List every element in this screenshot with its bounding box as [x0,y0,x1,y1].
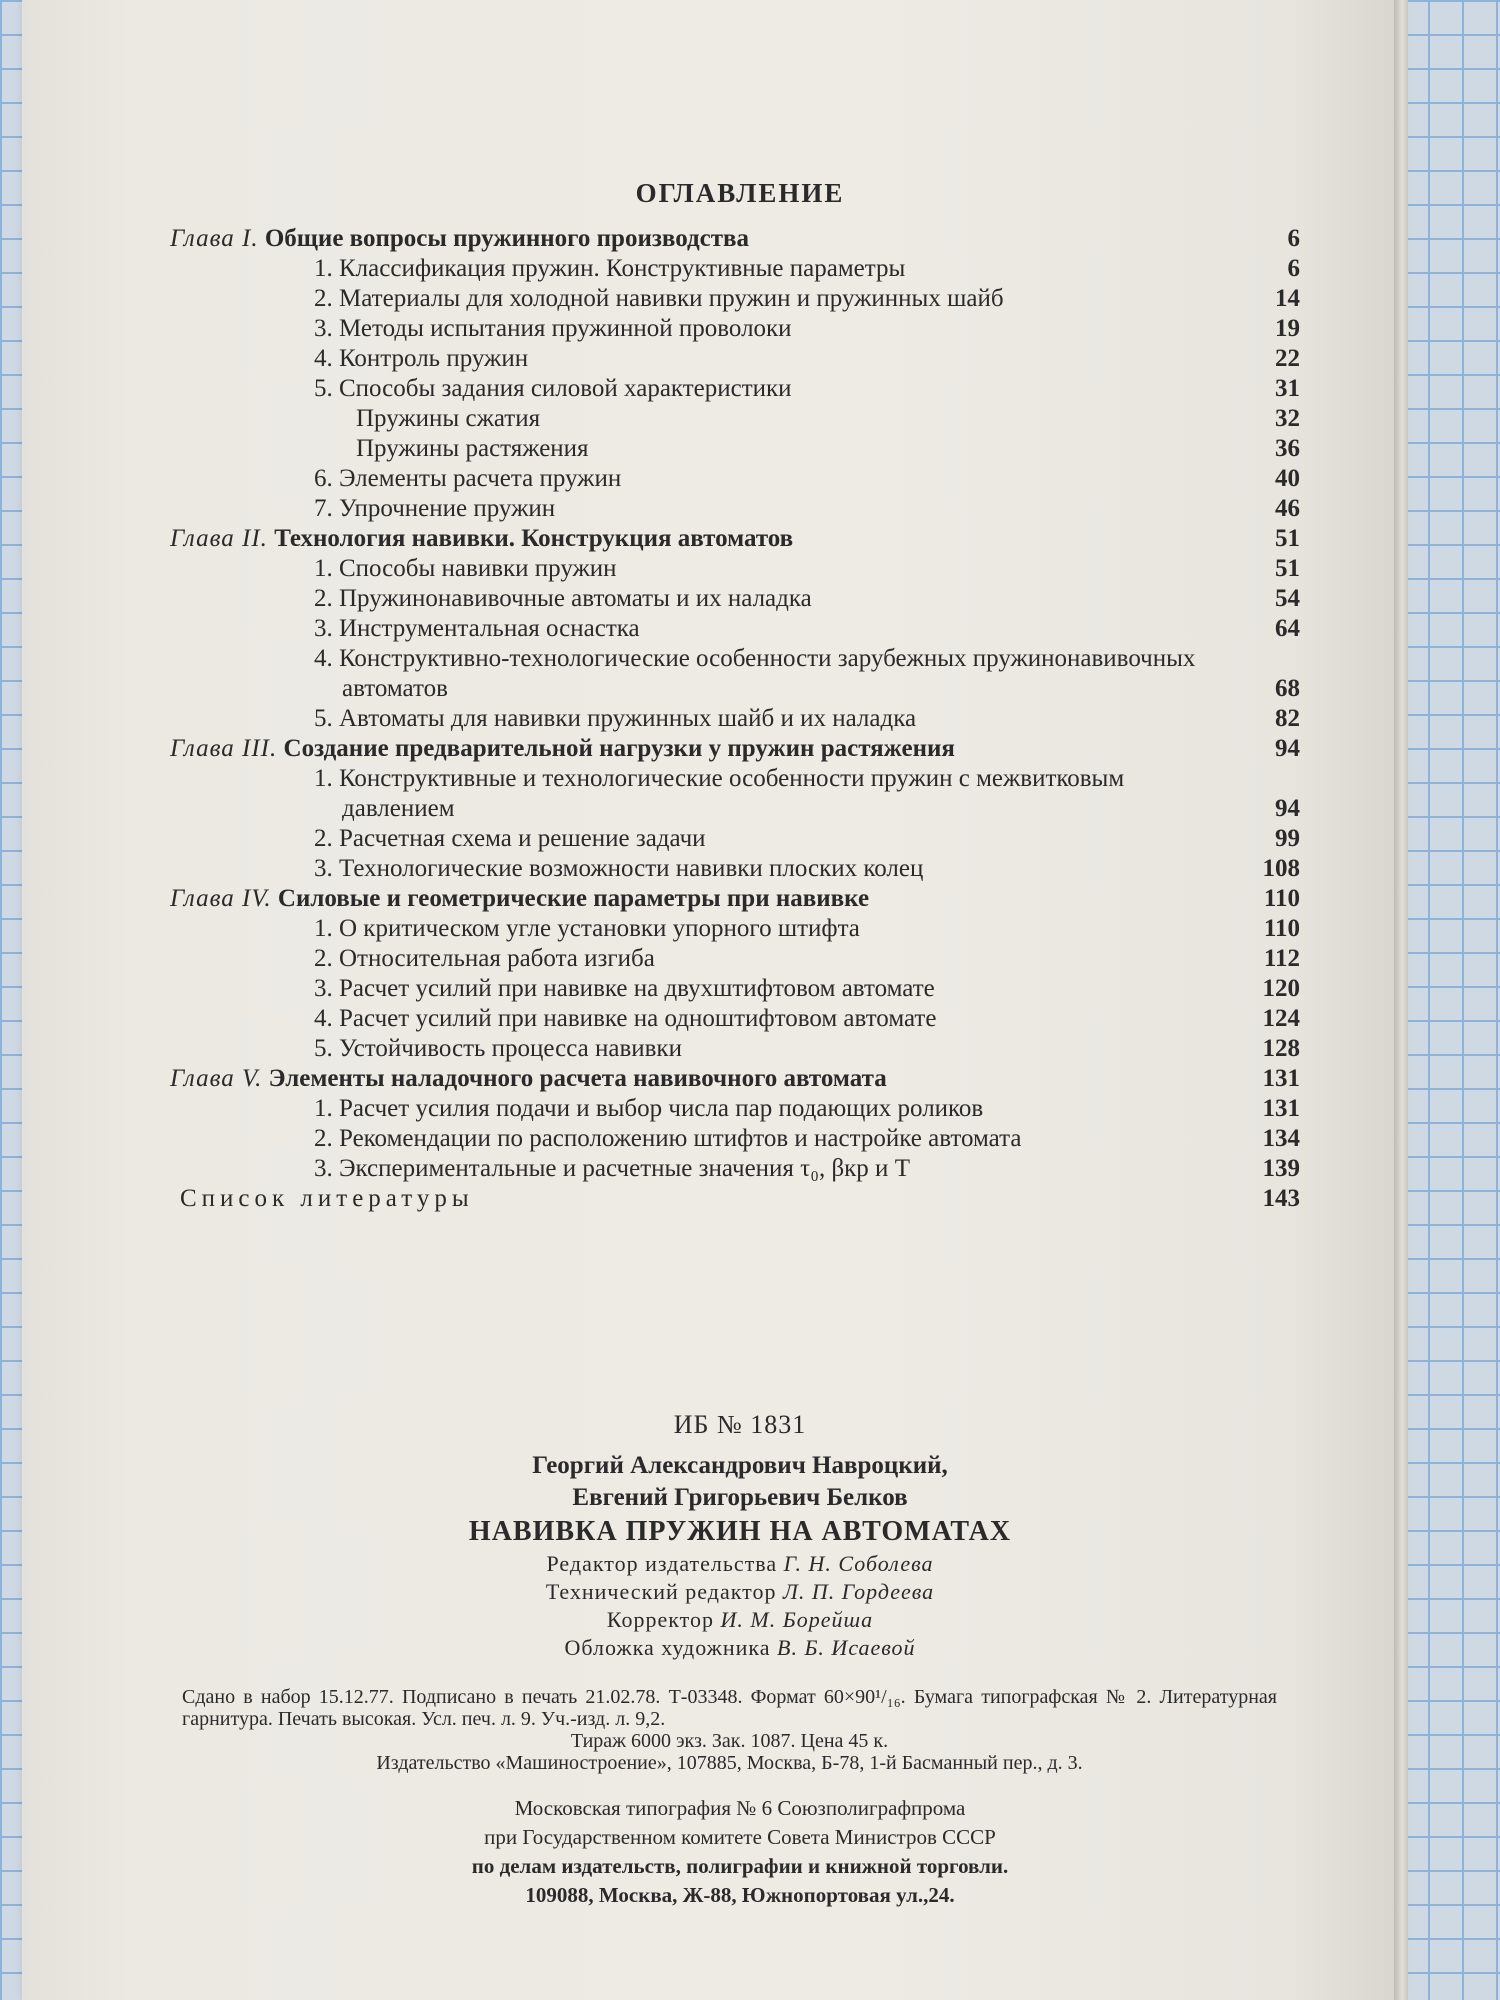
toc-entry-row [170,1034,1300,1064]
toc-chapter-label: Глава II. [170,525,268,552]
toc-page-number: 124 [1262,1005,1300,1032]
page-edge [1394,0,1408,2000]
toc-entry-row [170,464,1300,494]
toc-entry-row [170,374,1300,404]
credits [0,1550,1480,1662]
toc-entry-text: 2. Материалы для холодной навивки пружин и пружинных шайб [314,285,1004,312]
toc-page-number: 6 [1287,225,1300,252]
toc-chapter-title: Общие вопросы пружинного производства [264,225,750,252]
toc-entry-row [170,434,1300,464]
toc-entry-text: 3. Инструментальная оснастка [314,615,640,642]
toc-entry-text: 5. Устойчивость процесса навивки [314,1035,682,1062]
toc-entry-row [170,1004,1300,1034]
author-2: Евгений Григорьевич Белков [572,1484,908,1511]
ib-number: ИБ № 1831 [673,1410,807,1439]
toc-page-number: 19 [1275,315,1300,342]
toc-page-number: 54 [1275,585,1300,612]
publisher-line: Издательство «Машиностроение», 107885, Москва, Б-78, 1-й Басманный пер., д. 3. [376,1752,1083,1774]
toc-entry-row [170,284,1300,314]
toc-entry-text: 2. Относительная работа изгиба [314,945,655,972]
toc-page-number: 94 [1275,795,1300,822]
toc-chapter-text [170,1064,1300,1094]
toc-chapter-row [170,224,1300,254]
toc-entry-text: 2. Расчетная схема и решение задачи [314,825,706,852]
printing-line-2: при Государственном комитете Совета Министров СССР [484,1825,996,1849]
toc-entry-text: 2. Пружинонавивочные автоматы и их наладка [314,585,812,612]
toc-page-number: 131 [1262,1065,1300,1092]
toc-page-number: 31 [1275,375,1300,402]
credit-line [0,1550,1480,1578]
toc-entry-text: 1. О критическом угле установки упорного штифта [314,915,860,942]
toc-page-number: 6 [1287,255,1300,282]
toc-page-number: 139 [1262,1155,1300,1182]
toc-entry-row [170,944,1300,974]
toc-chapter-row [170,884,1300,914]
toc-page-number: 112 [1263,945,1300,972]
toc-entry-row [170,914,1300,944]
toc-entry-text: 7. Упрочнение пружин [314,495,556,522]
credit-line [0,1578,1480,1606]
toc-entry-text: 5. Способы задания силовой характеристики [314,375,792,402]
toc-entry-row [170,974,1300,1004]
toc-chapter-row [170,734,1300,764]
colophon-line-1: Сдано в набор 15.12.77. Подписано в печать 21.02.78. Т-03348. Формат 60×90¹/₁₆. Бумага типографская № 2. Литературная гарнитура. Печать высокая. Усл. печ. л. 9. Уч.-изд. л. 9,2. [182,1686,1277,1730]
printing-line-3: по делам издательств, полиграфии и книжной торговли. [471,1854,1009,1878]
toc-title: ОГЛАВЛЕНИЕ [635,178,845,208]
toc-page-number: 46 [1275,495,1300,522]
toc-page-number: 128 [1262,1035,1300,1062]
toc-chapter-title: Создание предварительной нагрузки у пружин растяжения [283,735,955,762]
author-1: Георгий Александрович Навроцкий, [532,1452,948,1479]
toc-entry-row [170,1124,1300,1154]
toc-entry-text: Пружины сжатия [356,405,541,432]
toc-entry-text: 3. Технологические возможности навивки плоских колец [314,855,924,882]
credit-line [0,1634,1480,1662]
toc-page-number: 143 [1262,1185,1300,1212]
printing-house [0,1794,1480,1910]
toc-entry-text: 3. Расчет усилий при навивке на двухштифтовом автомате [314,975,935,1002]
toc-entry-row [170,254,1300,284]
toc-entry-row [170,644,1300,704]
toc-page-number: 51 [1275,525,1300,552]
book-title: НАВИВКА ПРУЖИН НА АВТОМАТАХ [468,1516,1012,1547]
toc-page-number: 110 [1263,915,1300,942]
toc-chapter-label: Глава I. [170,225,259,252]
toc-entry-row [170,584,1300,614]
credit-name: Л. П. Гордеева [782,1579,935,1604]
toc-entry-text: Список литературы [180,1185,474,1212]
colophon [182,1686,1277,1774]
credit-role: Редактор издательства [546,1551,778,1576]
toc-entry-row [170,344,1300,374]
toc-chapter-text [170,524,1300,554]
toc-entry-row [170,824,1300,854]
toc-chapter-text [170,884,1300,914]
toc-page-number: 64 [1275,615,1300,642]
toc-page-number: 120 [1262,975,1300,1002]
toc-chapter-title: Технология навивки. Конструкция автоматов [274,525,794,552]
toc-entry-text: Пружины растяжения [356,435,589,462]
toc-entry-text: 6. Элементы расчета пружин [314,465,622,492]
toc-chapter-row [170,524,1300,554]
printing-line-1: Московская типография № 6 Союзполиграфпрома [514,1796,966,1820]
toc-entry-row [170,314,1300,344]
toc-entry-row [170,764,1300,824]
toc-entry-row [170,1094,1300,1124]
credit-line [0,1606,1480,1634]
toc-entry-text: 1. Классификация пружин. Конструктивные параметры [314,255,906,282]
toc-entry-text: 2. Рекомендации по расположению штифтов и настройке автомата [314,1125,1022,1152]
toc-entry-row [170,854,1300,884]
toc-chapter-title: Силовые и геометрические параметры при навивке [277,885,870,912]
toc-chapter-text [170,224,1300,254]
toc-page-number: 51 [1275,555,1300,582]
toc-page-number: 22 [1275,345,1300,372]
toc-entry-row [170,494,1300,524]
toc-entry-row [170,614,1300,644]
toc-entry-text: 3. Экспериментальные и расчетные значения τ₀, βкр и T [314,1155,910,1182]
toc-entry-row [170,1154,1300,1184]
toc-entry-text: 5. Автоматы для навивки пружинных шайб и их наладка [314,705,917,732]
credit-name: Г. Н. Соболева [783,1551,934,1576]
toc-chapter-text [170,734,1300,764]
toc-page-number: 14 [1275,285,1300,312]
toc-entry-text: 1. Конструктивные и технологические особенности пружин с межвитковым давлением [314,765,1125,822]
credit-role: Корректор [606,1607,714,1632]
credit-name: И. М. Борейша [720,1607,874,1632]
toc-page-number: 108 [1262,855,1300,882]
toc-chapter-row [170,1064,1300,1094]
toc-page-number: 82 [1275,705,1300,732]
toc-page-number: 99 [1275,825,1300,852]
table-of-contents [170,224,1300,1214]
toc-entry-row [170,704,1300,734]
toc-page-number: 110 [1263,885,1300,912]
toc-entry-text: 4. Контроль пружин [314,345,529,372]
printing-line-4: 109088, Москва, Ж-88, Южнопортовая ул.,24. [525,1883,955,1907]
toc-entry-row [170,554,1300,584]
toc-entry-row [170,404,1300,434]
toc-page-number: 40 [1275,465,1300,492]
toc-page-number: 131 [1262,1095,1300,1122]
toc-entry-text: 4. Расчет усилий при навивке на одноштифтовом автомате [314,1005,937,1032]
colophon-line-2: Тираж 6000 экз. Зак. 1087. Цена 45 к. [570,1730,889,1752]
toc-chapter-label: Глава III. [170,735,278,762]
toc-entry-text: 1. Способы навивки пружин [314,555,617,582]
toc-chapter-title: Элементы наладочного расчета навивочного автомата [268,1065,887,1092]
toc-chapter-label: Глава IV. [170,885,272,912]
toc-page-number: 32 [1275,405,1300,432]
credit-role: Обложка художника [564,1635,771,1660]
toc-entry-text: 3. Методы испытания пружинной проволоки [314,315,792,342]
toc-page-number: 68 [1275,675,1300,702]
toc-page-number: 134 [1262,1125,1300,1152]
toc-entry-text: 4. Конструктивно-технологические особенности зарубежных пружинонавивочных автоматов [314,645,1196,702]
toc-entry-text: 1. Расчет усилия подачи и выбор числа пар подающих роликов [314,1095,984,1122]
toc-references-row [170,1184,1300,1214]
toc-page-number: 36 [1275,435,1300,462]
toc-chapter-label: Глава V. [170,1065,263,1092]
toc-page-number: 94 [1275,735,1300,762]
imprint [0,1410,1480,1662]
credit-name: В. Б. Исаевой [777,1635,916,1660]
credit-role: Технический редактор [545,1579,777,1604]
